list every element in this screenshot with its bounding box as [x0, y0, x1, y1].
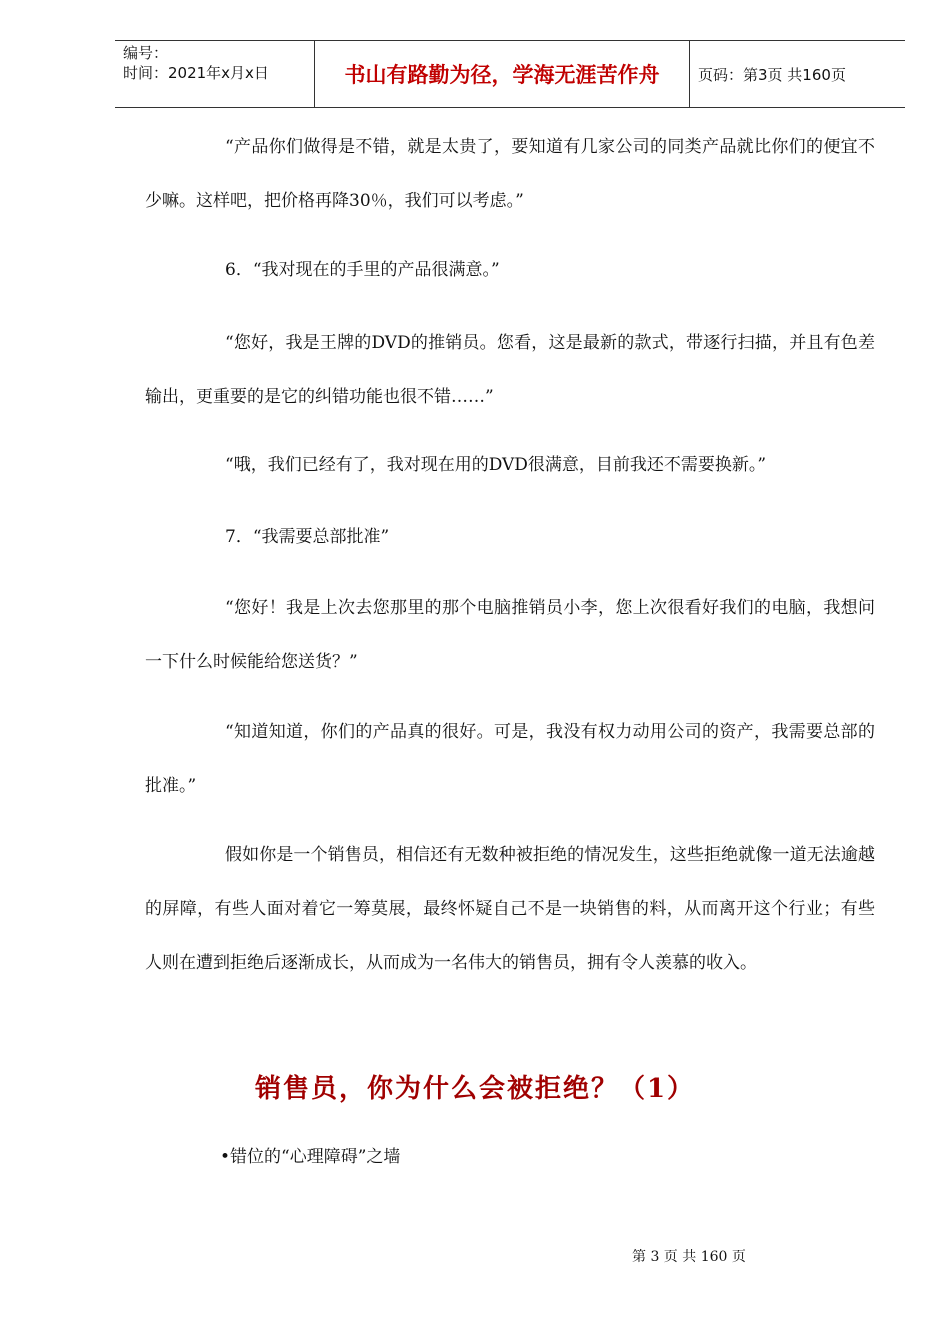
paragraph-4: “哦，我们已经有了，我对现在用的DVD很满意，目前我还不需要换新。”	[225, 455, 767, 475]
paragraph-2: 6．“我对现在的手里的产品很满意。”	[225, 260, 500, 280]
paragraph-5: 7．“我需要总部批准”	[225, 527, 390, 547]
header-motto: 书山有路勤为径，学海无涯苦作舟	[315, 41, 690, 107]
page-footer: 第 3 页 共 160 页	[632, 1249, 746, 1265]
paragraph-3: “您好，我是王牌的DVD的推销员。您看，这是最新的款式，带逐行扫描，并且有色差输出，更重要的是它的纠错功能也很不错……”	[145, 333, 875, 407]
time-label: 时间：2021年x月x日	[123, 64, 269, 82]
paragraph-8: 假如你是一个销售员，相信还有无数种被拒绝的情况发生，这些拒绝就像一道无法逾越的屏障，有些人面对着它一筹莫展，最终怀疑自己不是一块销售的料，从而离开这个行业；有些人则在遭到拒绝后逐渐成长，从而成为一名伟大的销售员，拥有令人羡慕的收入。	[145, 845, 875, 973]
paragraph-7: “知道知道，你们的产品真的很好。可是，我没有权力动用公司的资产，我需要总部的批准。”	[145, 722, 875, 796]
header-page-info: 页码：第3页 共160页	[698, 65, 846, 84]
page-header	[115, 40, 905, 108]
number-label: 编号：	[123, 44, 169, 62]
section-heading: 销售员，你为什么会被拒绝？（1）	[254, 1074, 696, 1104]
paragraph-1: “产品你们做得是不错，就是太贵了，要知道有几家公司的同类产品就比你们的便宜不少嘛。这样吧，把价格再降30％，我们可以考虑。”	[145, 137, 875, 211]
bullet-item: •错位的“心理障碍”之墙	[220, 1147, 401, 1167]
header-meta	[115, 41, 315, 107]
paragraph-6: “您好！我是上次去您那里的那个电脑推销员小李，您上次很看好我们的电脑，我想问一下什么时候能给您送货？”	[145, 598, 875, 672]
